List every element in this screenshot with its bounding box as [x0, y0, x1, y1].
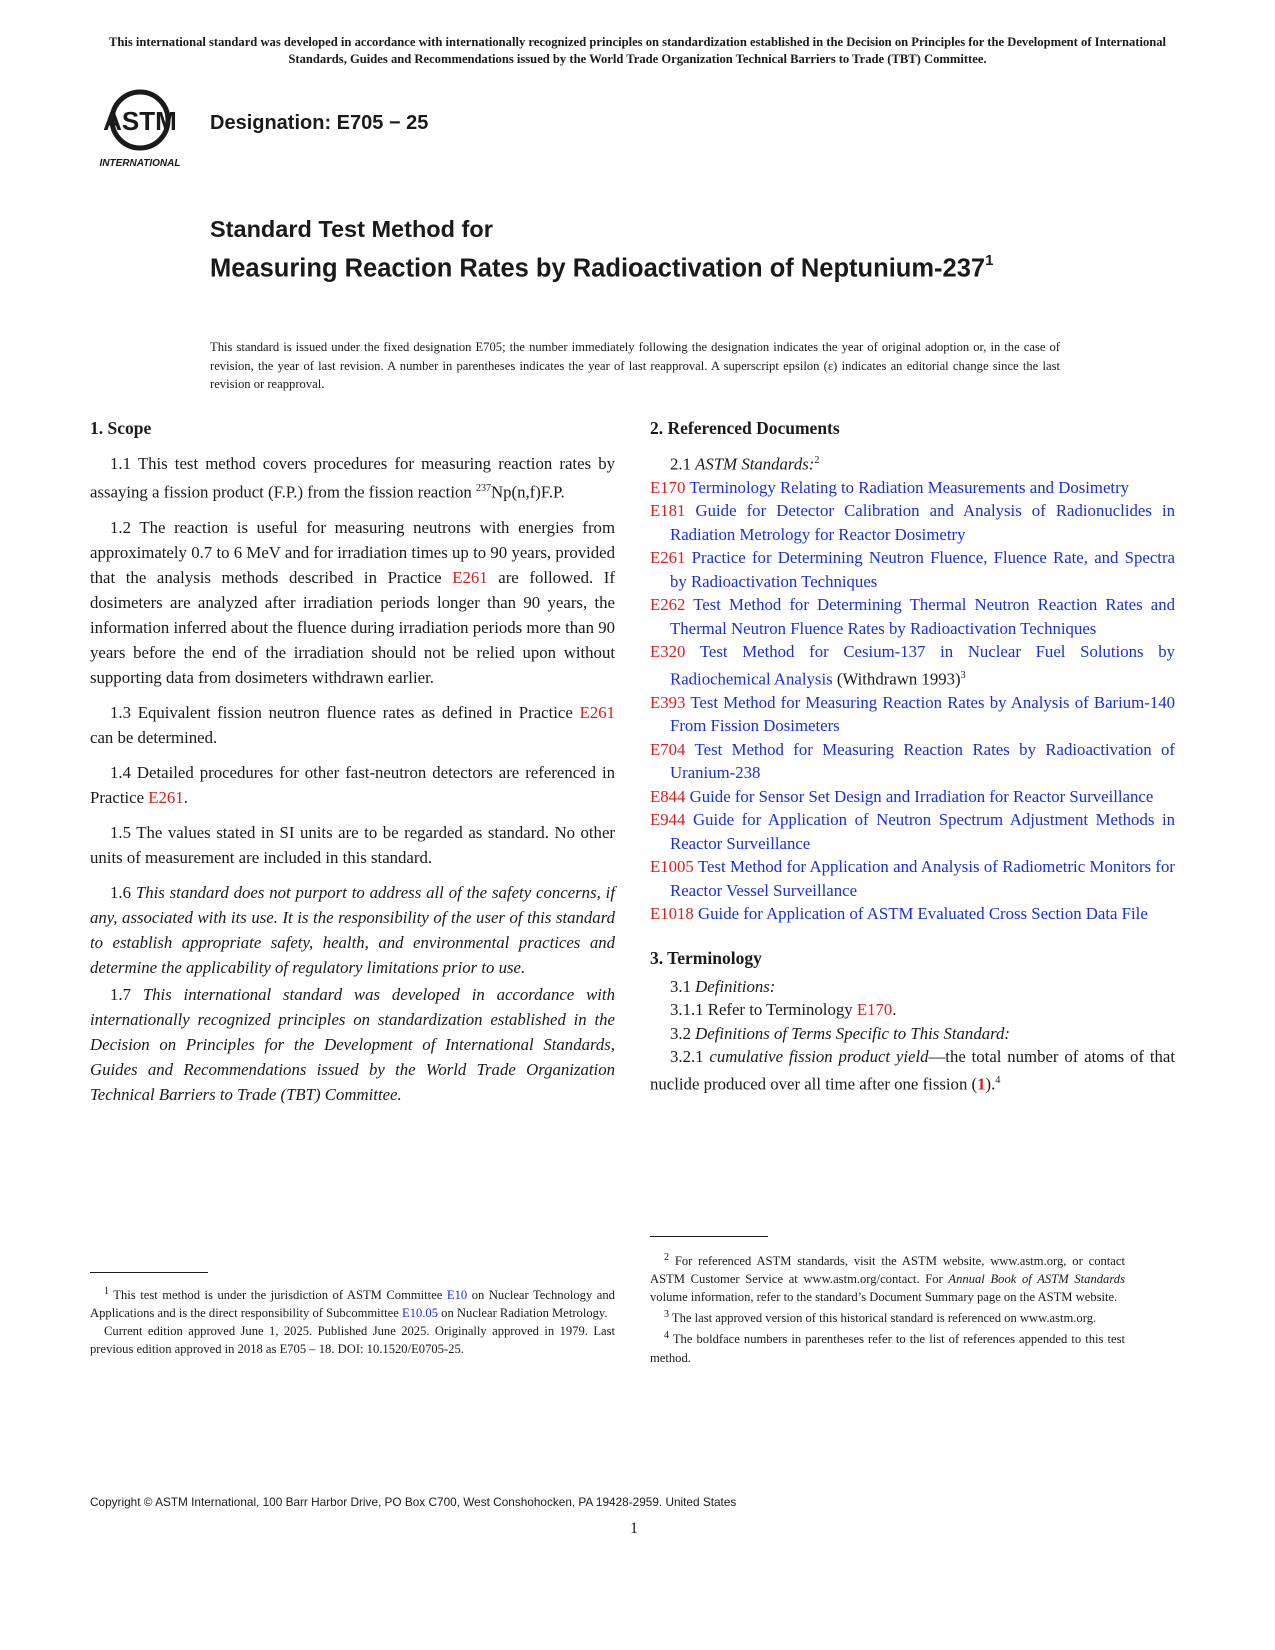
footnote-4	[650, 1327, 1125, 1366]
scope-1-6-num: 1.6	[110, 882, 136, 902]
footnote-rule	[650, 1236, 768, 1237]
footnotes-right	[650, 1236, 1125, 1367]
term-3-2-1	[650, 1045, 1175, 1096]
reference-code-link[interactable]: E170	[650, 477, 686, 497]
term-3-1-num: 3.1	[670, 976, 696, 996]
astm-logo	[93, 86, 189, 172]
footnote-2-text-b: volume information, refer to the standard’s Document Summary page on the ASTM website.	[650, 1290, 1118, 1305]
scope-1-1	[90, 451, 615, 505]
link-e261[interactable]: E261	[148, 787, 184, 807]
title-line-2	[210, 247, 1090, 285]
link-e261[interactable]: E261	[579, 702, 615, 722]
reference-code-link[interactable]: E1005	[650, 857, 694, 877]
reference-code-link[interactable]: E944	[650, 810, 686, 830]
reference-item	[650, 785, 1175, 809]
scope-1-4-text: 1.4 Detailed procedures for other fast-neutron detectors are referenced in Practice	[90, 762, 615, 807]
footnote-1-text-c: on Nuclear Radiation Metrology.	[438, 1306, 608, 1321]
reference-title-link[interactable]: Guide for Sensor Set Design and Irradiation for Reactor Surveillance	[685, 786, 1154, 806]
footnote-3	[650, 1306, 1125, 1327]
reference-item	[650, 902, 1175, 926]
refs-subheading	[650, 449, 1175, 476]
reference-code-link[interactable]: E1018	[650, 904, 694, 924]
reference-title-link[interactable]: Test Method for Application and Analysis of Radiometric Monitors for Reactor Vessel Surveillance	[670, 857, 1175, 900]
reference-list	[650, 476, 1175, 926]
reference-code-link[interactable]: E393	[650, 692, 686, 712]
scope-1-3-text-b: can be determined.	[90, 727, 218, 747]
link-reference-1[interactable]: 1	[977, 1074, 986, 1094]
term-3-2-1-text: —the total number of atoms of that nuclide produced over all time after one fission (	[650, 1047, 1175, 1094]
footnote-1-text-b: on Nuclear Technology and Applications and is the direct responsibility of Subcommittee	[90, 1288, 615, 1321]
scope-1-6	[90, 880, 615, 980]
scope-1-7	[90, 982, 615, 1107]
footnote-4-sup: 4	[664, 1330, 669, 1342]
footnote-2	[650, 1249, 1125, 1306]
scope-1-3-text: 1.3 Equivalent fission neutron fluence rates as defined in Practice	[110, 702, 580, 722]
reference-item	[650, 738, 1175, 785]
footnote-2-italic: Annual Book of ASTM Standards	[948, 1272, 1125, 1287]
footnote-1-edition: Current edition approved June 1, 2025. Published June 2025. Originally approved in 1979. Last previous edition approved in 2018 as E705 – 18. DOI: 10.1520/E0705-25.	[90, 1324, 615, 1357]
reference-title-link[interactable]: Practice for Determining Neutron Fluence, Fluence Rate, and Spectra by Radioactivation Techniques	[670, 548, 1175, 591]
footnote-3-sup: 3	[664, 1309, 669, 1321]
scope-1-4-text-b: .	[183, 787, 188, 807]
footnote-1-text: This test method is under the jurisdiction of ASTM Committee	[109, 1288, 447, 1303]
reference-item	[650, 691, 1175, 738]
reference-title-link[interactable]: Terminology Relating to Radiation Measurements and Dosimetry	[685, 477, 1130, 497]
reference-item	[650, 855, 1175, 902]
link-e10-05[interactable]: E10.05	[402, 1306, 439, 1321]
reference-item	[650, 499, 1175, 546]
scope-1-6-text: This standard does not purport to address all of the safety concerns, if any, associated with its use. It is the responsibility of the user of this standard to establish appropriate safety, health, and environmental practices and determine the applicability of regulatory limitations prior to use.	[90, 882, 615, 977]
link-e10[interactable]: E10	[446, 1288, 468, 1303]
scope-1-3	[90, 700, 615, 750]
title-line-1: Standard Test Method for	[210, 216, 493, 242]
reference-footnote-sup: 3	[960, 669, 966, 681]
reference-item	[650, 808, 1175, 855]
term-3-2-1-text-b: ).	[985, 1074, 996, 1094]
logo-text: INTERNATIONAL	[99, 158, 181, 169]
reference-item	[650, 476, 1175, 500]
term-3-2-text: Definitions of Terms Specific to This Standard:	[695, 1023, 1010, 1043]
referenced-documents-section	[650, 416, 1175, 1096]
top-notice: This international standard was developed in accordance with internationally recognized principles on standardization established in the Decision on Principles for the Development of International Standards, Guides and Recommendations issued by the World Trade Organization Technical Barriers to Trade (TBT) Committee.	[108, 35, 1167, 66]
title-footnote-ref[interactable]: 1	[985, 252, 994, 269]
footnote-3-text: The last approved version of this historical standard is referenced on www.astm.org.	[669, 1311, 1097, 1326]
scope-1-2-text-b: are followed. If dosimeters are analyzed after irradiation periods longer than 90 years, the information inferred about the fluence during irradiation periods more than 90 years before the end of the irradiation should not be relied upon without supporting data from dosimeters withdrawn earlier.	[90, 567, 615, 687]
reference-item	[650, 593, 1175, 640]
reference-title-link[interactable]: Test Method for Determining Thermal Neutron Reaction Rates and Thermal Neutron Fluence Rates by Radioactivation Techniques	[670, 595, 1175, 638]
scope-1-7-text: This international standard was developed in accordance with internationally recognized principles on standardization established in the Decision on Principles for the Development of International Standards, Guides and Recommendations issued by the World Trade Organization Technical Barriers to Trade (TBT) Committee.	[90, 984, 615, 1104]
reference-withdrawn-note: (Withdrawn 1993)	[832, 669, 961, 689]
logo-mark: ASTM	[103, 106, 177, 136]
footnotes-left	[90, 1272, 615, 1358]
footnote-2-text: For referenced ASTM standards, visit the ASTM website, www.astm.org, or contact ASTM Customer Service at www.astm.org/contact. For	[650, 1254, 1125, 1287]
footnote-1-sup: 1	[104, 1286, 109, 1297]
footnote-4-text: The boldface numbers in parentheses refer to the list of references appended to this test method.	[650, 1332, 1125, 1365]
scope-1-1-text: 1.1 This test method covers procedures for measuring reaction rates by assaying a fission product (F.P.) from the fission reaction	[90, 454, 615, 502]
terminology-heading: 3. Terminology	[650, 947, 762, 968]
term-3-1-1-text: 3.1.1 Refer to Terminology	[670, 1000, 857, 1020]
copyright: Copyright © ASTM International, 100 Barr Harbor Drive, PO Box C700, West Conshohocken, PA 19428-2959. United States	[90, 1495, 737, 1509]
scope-1-2	[90, 515, 615, 690]
page-number: 1	[630, 1520, 638, 1537]
reference-item	[650, 640, 1175, 691]
link-e261[interactable]: E261	[452, 567, 488, 587]
reference-item	[650, 546, 1175, 593]
term-3-1-1	[650, 998, 1175, 1022]
footnote-2-sup: 2	[664, 1252, 669, 1263]
title-text: Measuring Reaction Rates by Radioactivation of Neptunium-237	[210, 254, 986, 283]
term-3-2-1-term: cumulative fission product yield	[709, 1047, 929, 1067]
scope-1-2-text: 1.2 The reaction is useful for measuring neutrons with energies from approximately 0.7 to 6 MeV and for irradiation times up to 90 years, provided that the analysis methods described in Practice	[90, 517, 615, 587]
term-3-1	[650, 975, 1175, 999]
scope-1-1-text-b: Np(n,f)F.P.	[490, 482, 565, 502]
reference-code-link[interactable]: E261	[650, 548, 686, 568]
scope-section	[90, 416, 615, 1107]
term-3-2	[650, 1022, 1175, 1046]
footnote-rule	[90, 1272, 208, 1273]
scope-1-7-num: 1.7	[110, 984, 143, 1004]
term-3-2-num: 3.2	[670, 1023, 696, 1043]
designation: Designation: E705 − 25	[210, 112, 429, 134]
issued-statement: This standard is issued under the fixed designation E705; the number immediately following the designation indicates the year of original adoption or, in the case of revision, the year of last revision. A number in parentheses indicates the year of last reapproval. A superscript epsilon (ε) indicates an editorial change since the last revision or reapproval.	[210, 340, 1060, 391]
footnote-1	[90, 1283, 615, 1322]
scope-1-5: 1.5 The values stated in SI units are to be regarded as standard. No other units of measurement are included in this standard.	[90, 822, 615, 867]
reference-title-link[interactable]: Guide for Application of Neutron Spectrum Adjustment Methods in Reactor Surveillance	[670, 810, 1175, 853]
isotope-sup: 237	[475, 483, 491, 494]
reference-title-link[interactable]: Test Method for Measuring Reaction Rates by Analysis of Barium-140 From Fission Dosimeters	[670, 692, 1175, 736]
reference-title-link[interactable]: Guide for Detector Calibration and Analysis of Radionuclides in Radiation Metrology for Reactor Dosimetry	[670, 501, 1175, 544]
reference-code-link[interactable]: E262	[650, 595, 686, 615]
scope-1-4	[90, 760, 615, 810]
reference-code-link[interactable]: E181	[650, 501, 686, 521]
reference-title-link[interactable]: Test Method for Measuring Reaction Rates by Radioactivation of Uranium-238	[670, 739, 1175, 783]
refs-sub-text: ASTM Standards:	[695, 454, 815, 474]
scope-heading: 1. Scope	[90, 418, 152, 438]
reference-title-link[interactable]: Test Method for Cesium-137 in Nuclear Fuel Solutions by Radiochemical Analysis	[670, 642, 1175, 689]
reference-title-link[interactable]: Guide for Application of ASTM Evaluated Cross Section Data File	[693, 904, 1148, 924]
reference-code-link[interactable]: E704	[650, 739, 686, 759]
reference-code-link[interactable]: E320	[650, 642, 686, 662]
refs-heading: 2. Referenced Documents	[650, 418, 840, 438]
link-e170[interactable]: E170	[856, 1000, 893, 1020]
term-3-2-1-num: 3.2.1	[670, 1047, 710, 1067]
refs-sub-sup: 2	[814, 455, 820, 466]
reference-code-link[interactable]: E844	[650, 786, 686, 806]
term-3-1-1-text-b: .	[892, 1000, 897, 1020]
refs-sub-num: 2.1	[670, 454, 696, 474]
astm-logo-icon	[93, 86, 189, 172]
term-3-1-text: Definitions:	[695, 976, 776, 996]
term-3-2-1-sup: 4	[995, 1074, 1001, 1086]
